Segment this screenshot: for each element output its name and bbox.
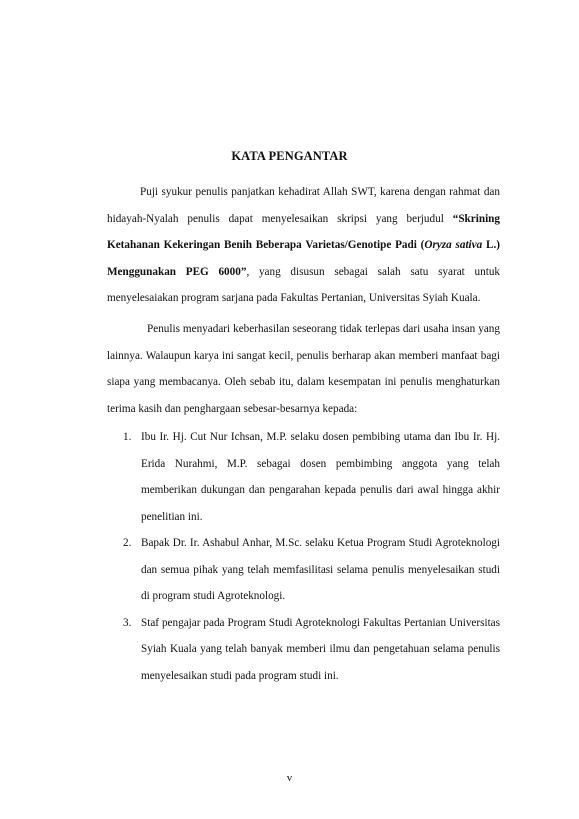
list-item (107, 530, 500, 610)
paragraph-intro-text-1: Puji syukur penulis panjatkan kehadirat Allah SWT, karena dengan rahmat dan hidayah-Nyalah penulis dapat menyelesaikan skripsi yang berjudul (107, 186, 500, 225)
list-item-number: 2. (123, 537, 132, 549)
thesis-title-species: Oryza sativa (424, 239, 483, 251)
thesis-title-part-1: “Skrining Ketahanan Kekeringan Benih Beberapa Varietas/Genotipe Padi ( (107, 212, 500, 251)
list-item-number: 1. (123, 431, 132, 443)
acknowledgement-list (107, 424, 500, 689)
page-number: v (286, 772, 293, 784)
paragraph-intro-text-2: , yang disusun sebagai salah satu syarat untuk menyelesaiakan program sarjana pada Fakultas Pertanian, Universitas Syiah Kuala. (107, 265, 501, 304)
thesis-title-part-2: L.) Menggunakan PEG 6000” (107, 239, 500, 278)
list-item-number: 3. (123, 616, 132, 629)
paragraph-intro (107, 179, 500, 312)
paragraph-acknowledgement: Penulis menyadari keberhasilan seseorang tidak terlepas dari usaha insan yang lainnya. Walaupun karya ini sangat kecil, penulis berharap akan memberi manfaat bagi siapa yang membacanya. Oleh sebab itu, dalam kesempatan ini penulis menghaturkan terima kasih dan penghargaan sebesar-besarnya kepada: (107, 323, 500, 415)
list-item-text: Ibu Ir. Hj. Cut Nur Ichsan, M.P. selaku dosen pembibing utama dan Ibu Ir. Hj. Erida Nurahmi, M.P. sebagai dosen pembimbing anggota yang telah memberikan dukungan dan pengarahan kepada penulis dari awal hingga akhir penelitian ini. (141, 431, 500, 523)
list-item (107, 424, 500, 530)
list-item (107, 610, 500, 690)
list-item-text: Bapak Dr. Ir. Ashabul Anhar, M.Sc. selaku Ketua Program Studi Agroteknologi dan semua pihak yang telah memfasilitasi selama penulis menyelesaikan studi di program studi Agroteknologi. (141, 537, 500, 602)
list-item-text: Staf pengajar pada Program Studi Agroteknologi Fakultas Pertanian Universitas Syiah Kuala yang telah banyak memberi ilmu dan pengetahuan selama penulis menyelesaikan studi pada program studi ini. (141, 616, 500, 682)
page-title: KATA PENGANTAR (231, 149, 348, 163)
